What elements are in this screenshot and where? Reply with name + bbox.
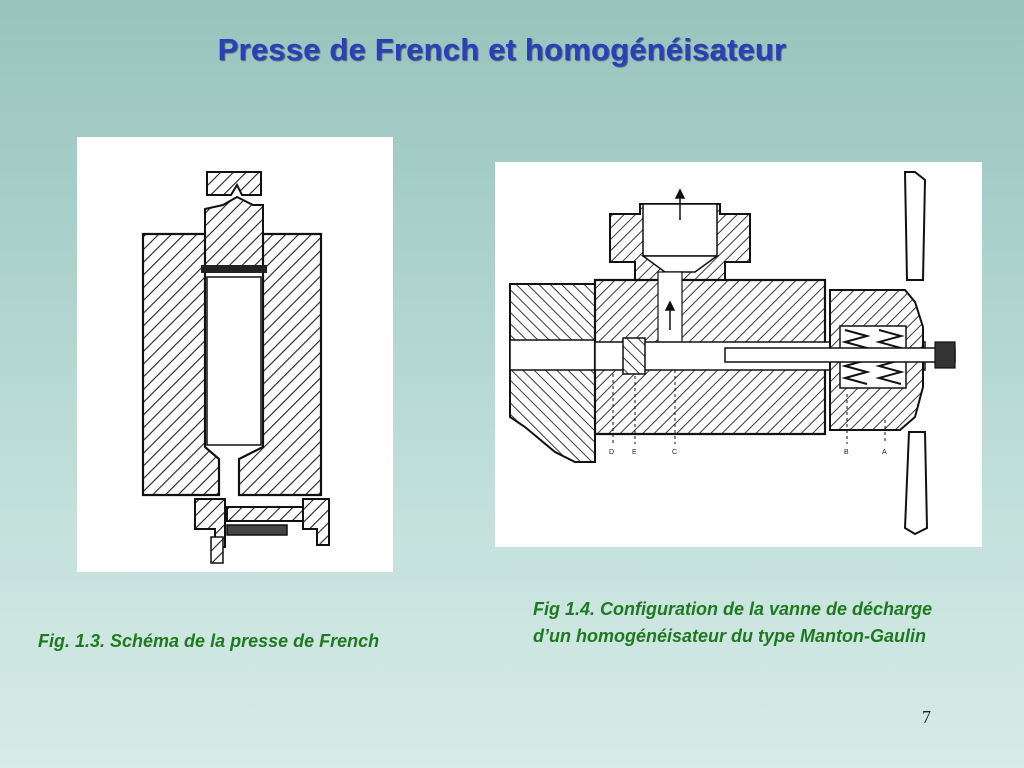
french-press-diagram [77, 137, 393, 572]
figure-left-caption: Fig. 1.3. Schéma de la presse de French [38, 631, 380, 651]
part-label-e: E [632, 449, 637, 456]
homogenizer-valve-diagram [495, 162, 982, 547]
figure-right-caption: Fig 1.4. Configuration de la vanne de décharge d’un homogénéisateur du type Manton-Gaulin [533, 599, 933, 646]
part-label-b: B [844, 449, 849, 456]
page-number: 7 [922, 707, 931, 727]
part-label-a: A [882, 449, 887, 456]
part-label-d: D [609, 449, 615, 456]
slide-title: Presse de French et homogénéisateur [217, 32, 787, 67]
part-label-c: C [672, 449, 678, 456]
